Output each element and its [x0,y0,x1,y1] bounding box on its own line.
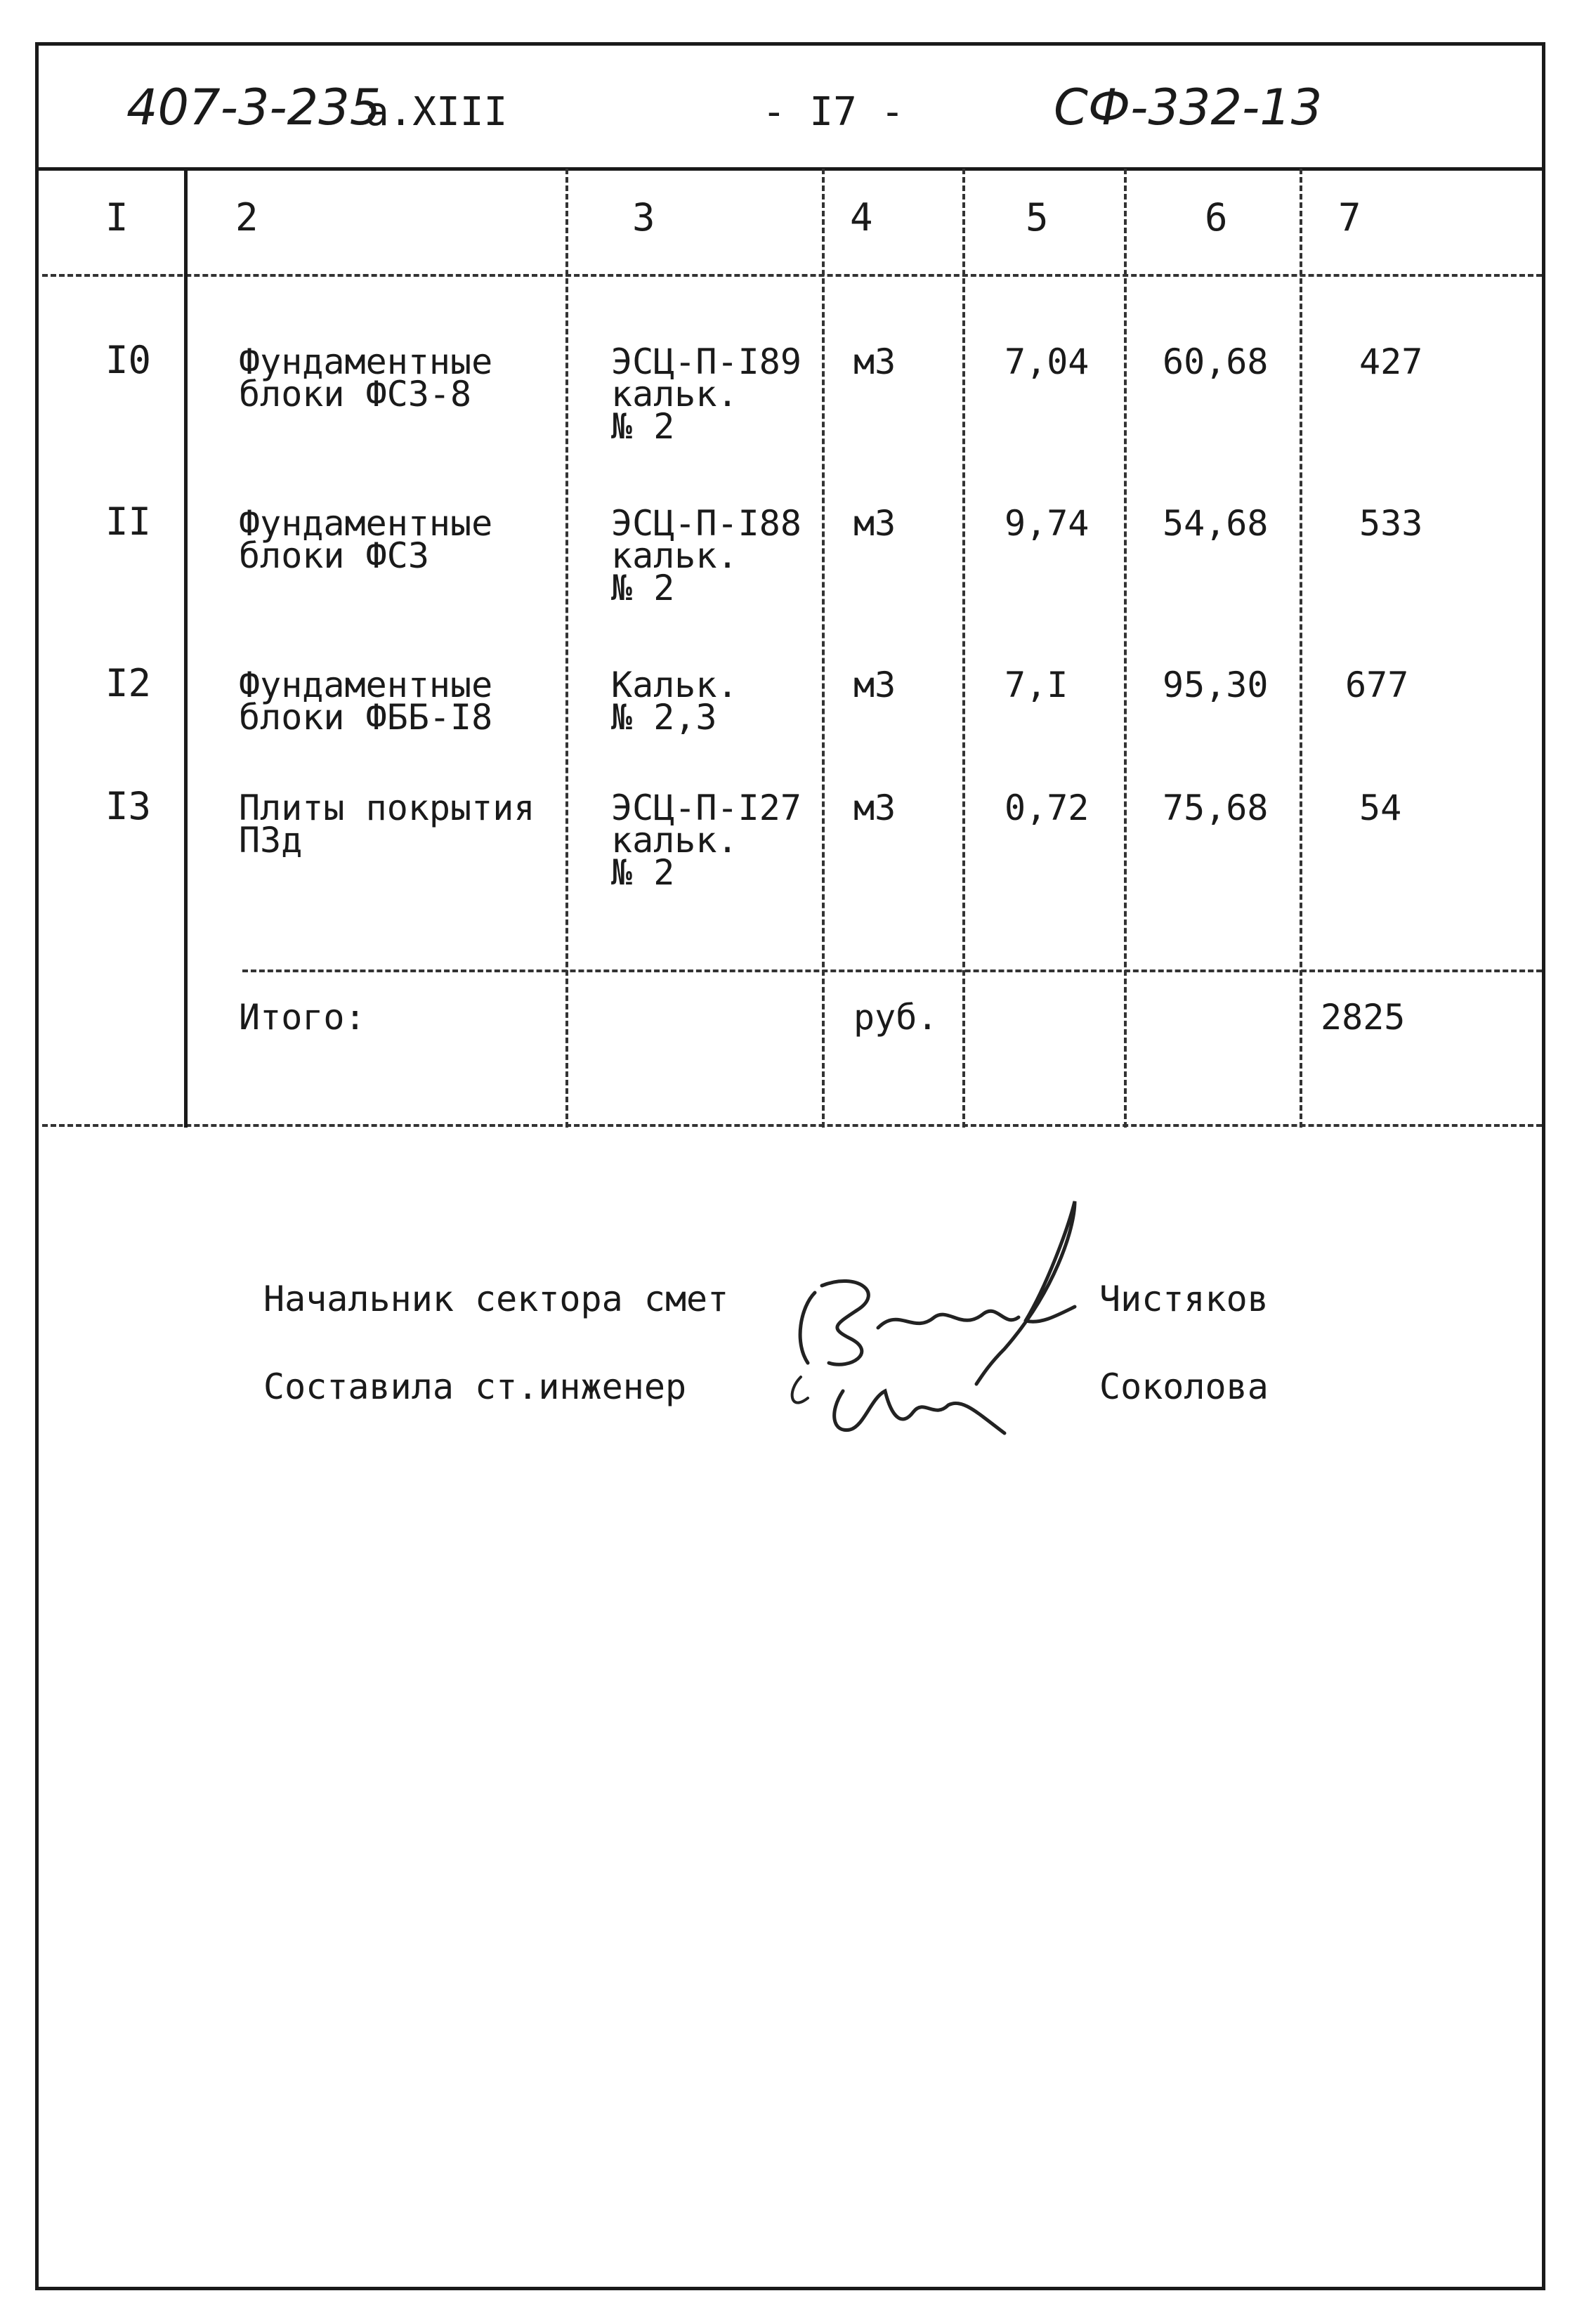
row-reference: ЭСЦ-П-I89 кальк. № 2 [611,341,801,447]
row-name: Фундаментные блоки ФББ-I8 [239,665,493,738]
row-total: 533 [1359,503,1423,544]
row-quantity: 0,72 [1005,788,1089,828]
row-unit: м3 [853,788,896,828]
col-divider-5 [1124,169,1127,1128]
row-number: I3 [105,784,152,828]
total-label: Итого: [239,997,366,1038]
row-reference: ЭСЦ-П-I27 кальк. № 2 [611,788,801,893]
row-quantity: 7,I [1005,665,1068,705]
signature-name-2: Соколова [1099,1366,1269,1407]
handwritten-signatures [773,1187,1096,1454]
col-divider-3 [822,169,825,1128]
doc-number: 407-3-235 [126,79,381,136]
row-quantity: 9,74 [1005,503,1089,544]
row-number: II [105,500,152,544]
row-price: 75,68 [1163,788,1269,828]
total-unit: руб. [853,997,938,1038]
signature-name-1: Чистяков [1099,1279,1269,1319]
row-price: 95,30 [1163,665,1269,705]
row-name: Фундаментные блоки ФС3-8 [239,341,493,414]
col-header-1: I [105,195,129,240]
signature-role-1: Начальник сектора смет [263,1279,729,1319]
row-name: Фундаментные блоки ФС3 [239,503,493,576]
col-header-5: 5 [1026,195,1049,240]
row-unit: м3 [853,503,896,544]
row-total: 427 [1359,341,1423,382]
album-label: а.XIII [365,89,508,135]
row-unit: м3 [853,665,896,705]
row-number: I0 [105,338,152,382]
row-total: 677 [1345,665,1409,705]
signature-role-2: Составила ст.инженер [263,1366,687,1407]
row-total: 54 [1359,788,1402,828]
row-price: 54,68 [1163,503,1269,544]
col-header-2: 2 [235,195,259,240]
col-header-4: 4 [850,195,873,240]
row-reference: ЭСЦ-П-I88 кальк. № 2 [611,503,801,608]
row-reference: Кальк. № 2,3 [611,665,738,738]
col-divider-1 [184,169,188,1128]
row-number: I2 [105,661,152,705]
col-divider-2 [565,169,568,1128]
row-quantity: 7,04 [1005,341,1089,382]
row-unit: м3 [853,341,896,382]
col-divider-4 [962,169,965,1128]
subtotal-rule [242,970,1542,972]
col-divider-6 [1300,169,1302,1128]
row-name: Плиты покрытия П3д [239,788,535,861]
col-header-7: 7 [1338,195,1361,240]
col-header-3: 3 [632,195,655,240]
header-rule [39,167,1542,171]
total-value: 2825 [1321,997,1406,1038]
doc-code: СФ-332-13 [1054,79,1323,136]
col-header-6: 6 [1205,195,1228,240]
row-price: 60,68 [1163,341,1269,382]
table-bottom-rule [42,1124,1542,1127]
page-number: - I7 - [762,89,905,135]
colnum-rule [42,274,1542,277]
